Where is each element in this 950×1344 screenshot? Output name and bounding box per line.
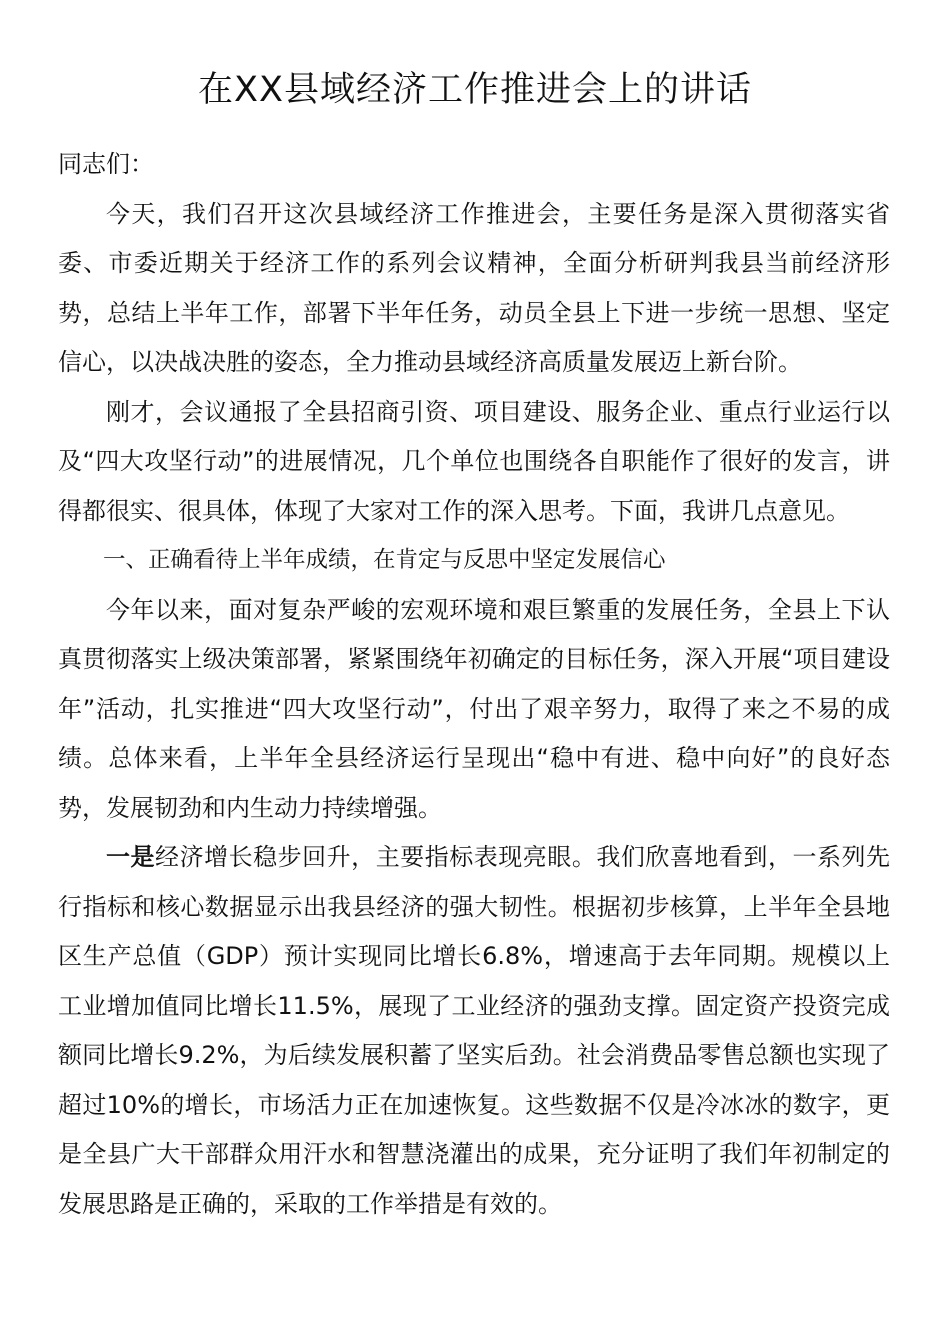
section-heading: 一、正确看待上半年成绩，在肯定与反思中坚定发展信心: [103, 547, 666, 573]
paragraph-point-one: [58, 833, 890, 1229]
salutation: 同志们：: [58, 150, 154, 178]
document-title: 在XX县域经济工作推进会上的讲话: [198, 70, 752, 110]
paragraph-meeting-summary: 刚才，会议通报了全县招商引资、项目建设、服务企业、重点行业运行以及“四大攻坚行动”的进展情况，几个单位也围绕各自职能作了很好的发言，讲得都很实、很具体，体现了大家对工作的深入思考。下面，我讲几点意见。: [58, 397, 890, 525]
point-one-lead: 一是: [106, 843, 156, 871]
point-one-text: 经济增长稳步回升，主要指标表现亮眼。我们欣喜地看到，一系列先行指标和核心数据显示出我县经济的强大韧性。根据初步核算，上半年全县地区生产总值（GDP）预计实现同比增长6.8%，增速高于去年同期。规模以上工业增加值同比增长11.5%，展现了工业经济的强劲支撑。固定资产投资完成额同比增长9.2%，为后续发展积蓄了坚实后劲。社会消费品零售总额也实现了超过10%的增长，市场活力正在加速恢复。这些数据不仅是冷冰冰的数字，更是全县广大干部群众用汗水和智慧浇灌出的成果，充分证明了我们年初制定的发展思路是正确的，采取的工作举措是有效的。: [58, 843, 891, 1218]
paragraph-section-intro: 今年以来，面对复杂严峻的宏观环境和艰巨繁重的发展任务，全县上下认真贯彻落实上级决策部署，紧紧围绕年初确定的目标任务，深入开展“项目建设年”活动，扎实推进“四大攻坚行动”，付出了艰辛努力，取得了来之不易的成绩。总体来看，上半年全县经济运行呈现出“稳中有进、稳中向好”的良好态势，发展韧劲和内生动力持续增强。: [58, 595, 890, 822]
paragraph-opening: 今天，我们召开这次县域经济工作推进会，主要任务是深入贯彻落实省委、市委近期关于经济工作的系列会议精神，全面分析研判我县当前经济形势，总结上半年工作，部署下半年任务，动员全县上下进一步统一思想、坚定信心，以决战决胜的姿态，全力推动县域经济高质量发展迈上新台阶。: [58, 199, 890, 376]
document-body: [58, 140, 890, 1229]
